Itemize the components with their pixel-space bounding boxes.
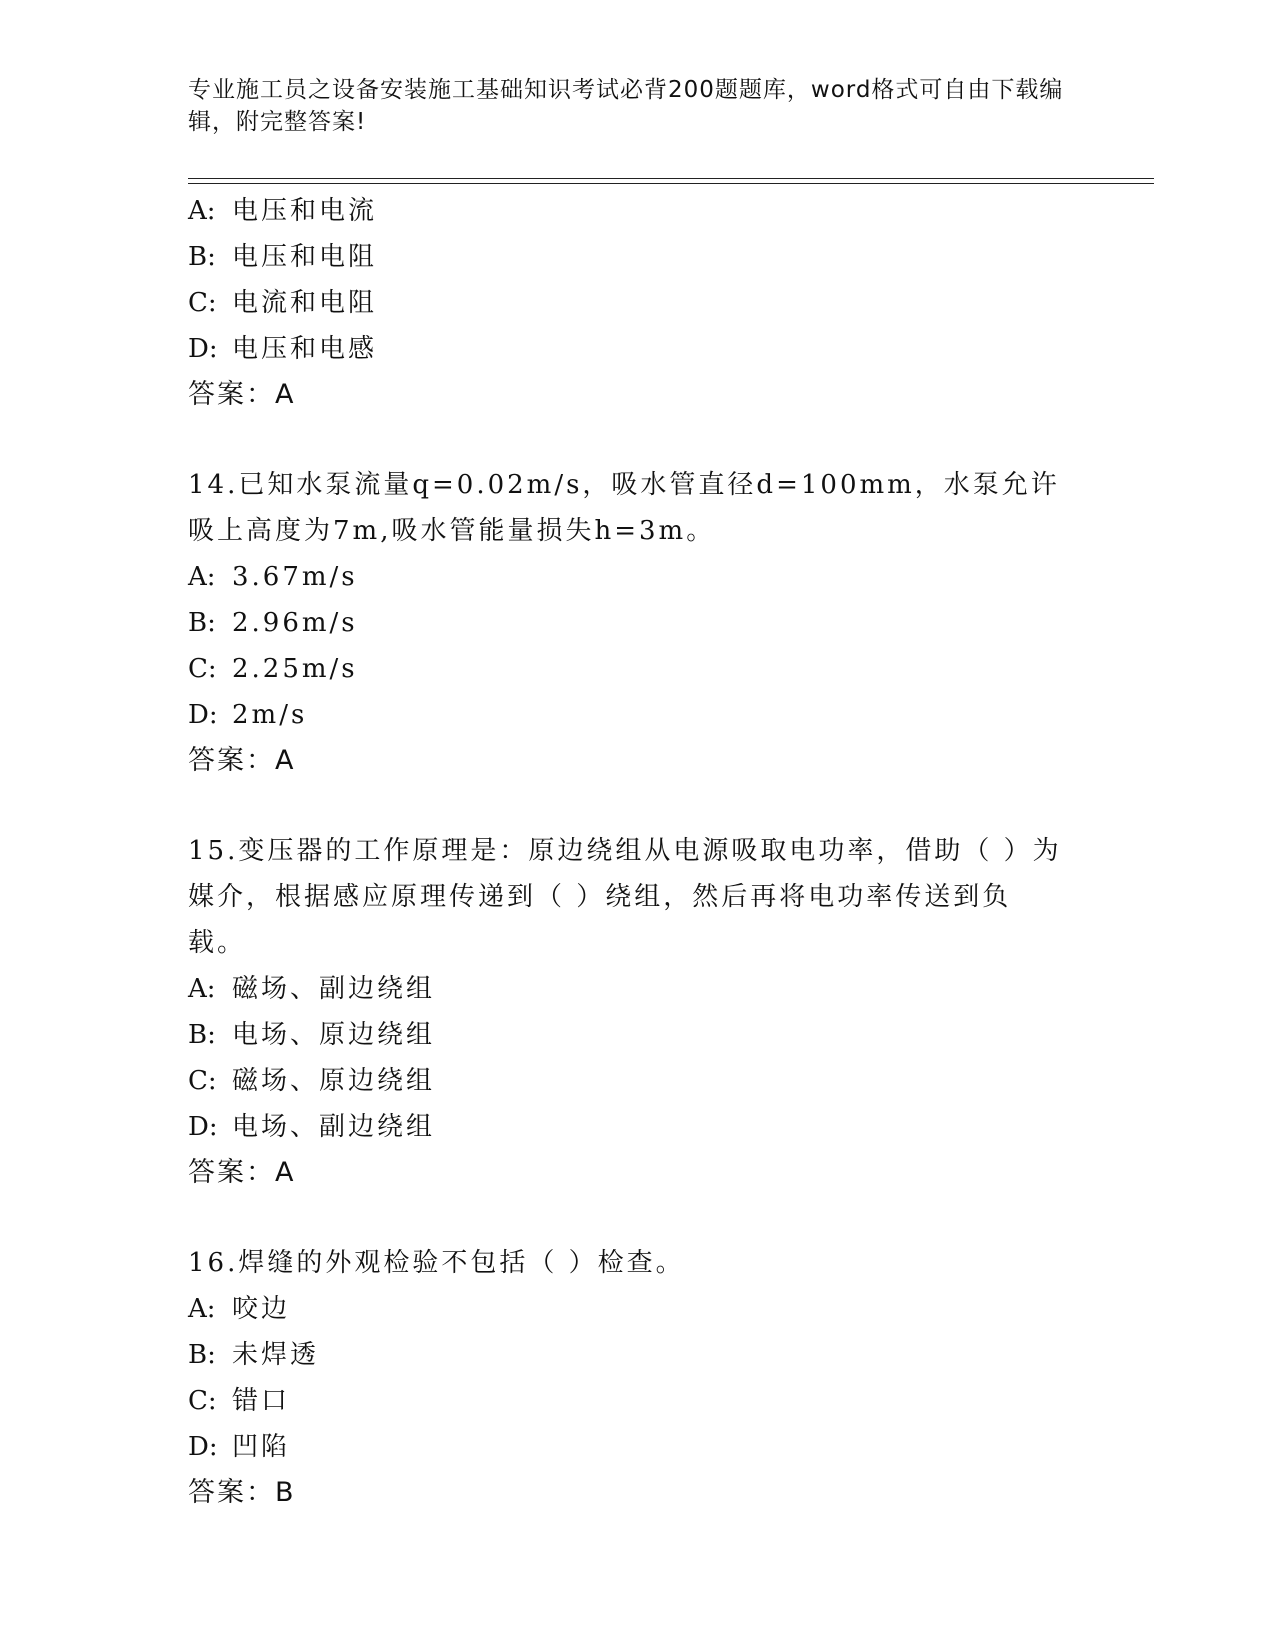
option-letter: C: — [188, 288, 217, 318]
question-text: 16.焊缝的外观检验不包括（ ）检查。 — [188, 1248, 685, 1278]
block-spacer — [188, 418, 1088, 462]
option-a — [188, 1286, 1088, 1332]
option-text: 2m/s — [232, 700, 308, 730]
option-c — [188, 1378, 1088, 1424]
option-letter: D: — [188, 700, 218, 730]
question-text: 15.变压器的工作原理是：原边绕组从电源吸取电功率，借助（ ）为媒介，根据感应原理传递到（ ）绕组，然后再将电功率传送到负载。 — [188, 836, 1062, 958]
option-letter: C: — [188, 1386, 217, 1416]
option-letter: D: — [188, 334, 218, 364]
document-header: 专业施工员之设备安装施工基础知识考试必背200题题库，word格式可自由下载编辑，附完整答案! — [188, 77, 1064, 135]
option-d — [188, 1104, 1088, 1150]
option-letter: B: — [188, 242, 216, 272]
option-b — [188, 234, 1088, 280]
option-letter: A: — [188, 196, 216, 226]
option-a — [188, 554, 1088, 600]
option-letter: D: — [188, 1432, 218, 1462]
answer-line: 答案：A — [188, 1157, 296, 1188]
option-b — [188, 600, 1088, 646]
option-letter: C: — [188, 654, 217, 684]
question-block-16 — [188, 1240, 1088, 1516]
option-d — [188, 1424, 1088, 1470]
option-letter: A: — [188, 1294, 216, 1324]
option-text: 电流和电阻 — [232, 288, 378, 318]
question-block-13 — [188, 188, 1088, 418]
option-letter: D: — [188, 1112, 218, 1142]
question-block-15 — [188, 828, 1088, 1196]
option-c — [188, 280, 1088, 326]
header-divider-top — [188, 178, 1154, 179]
option-c — [188, 1058, 1088, 1104]
option-b — [188, 1012, 1088, 1058]
option-letter: B: — [188, 608, 216, 638]
option-d — [188, 326, 1088, 372]
option-letter: A: — [188, 562, 216, 592]
option-text: 电场、原边绕组 — [232, 1020, 436, 1050]
answer-line: 答案：A — [188, 379, 296, 410]
question-list — [188, 188, 1088, 1516]
option-text: 电压和电流 — [232, 196, 378, 226]
option-text: 电压和电感 — [232, 334, 378, 364]
option-text: 2.25m/s — [232, 654, 358, 684]
option-text: 磁场、副边绕组 — [232, 974, 436, 1004]
option-text: 凹陷 — [232, 1432, 291, 1462]
option-b — [188, 1332, 1088, 1378]
answer-line: 答案：B — [188, 1477, 296, 1508]
option-letter: A: — [188, 974, 216, 1004]
option-text: 2.96m/s — [232, 608, 358, 638]
option-text: 咬边 — [232, 1294, 291, 1324]
option-d — [188, 692, 1088, 738]
option-text: 电压和电阻 — [232, 242, 378, 272]
answer-line: 答案：A — [188, 745, 296, 776]
option-c — [188, 646, 1088, 692]
option-letter: B: — [188, 1340, 216, 1370]
option-text: 磁场、原边绕组 — [232, 1066, 436, 1096]
option-a — [188, 966, 1088, 1012]
question-block-14 — [188, 462, 1088, 784]
header-divider-bottom — [188, 183, 1154, 184]
option-a — [188, 188, 1088, 234]
option-letter: B: — [188, 1020, 216, 1050]
option-text: 未焊透 — [232, 1340, 320, 1370]
option-letter: C: — [188, 1066, 217, 1096]
option-text: 电场、副边绕组 — [232, 1112, 436, 1142]
option-text: 错口 — [232, 1386, 291, 1416]
block-spacer — [188, 784, 1088, 828]
option-text: 3.67m/s — [232, 562, 358, 592]
block-spacer — [188, 1196, 1088, 1240]
question-text: 14.已知水泵流量q=0.02m/s，吸水管直径d=100mm，水泵允许吸上高度为7m,吸水管能量损失h=3m。 — [188, 470, 1060, 546]
